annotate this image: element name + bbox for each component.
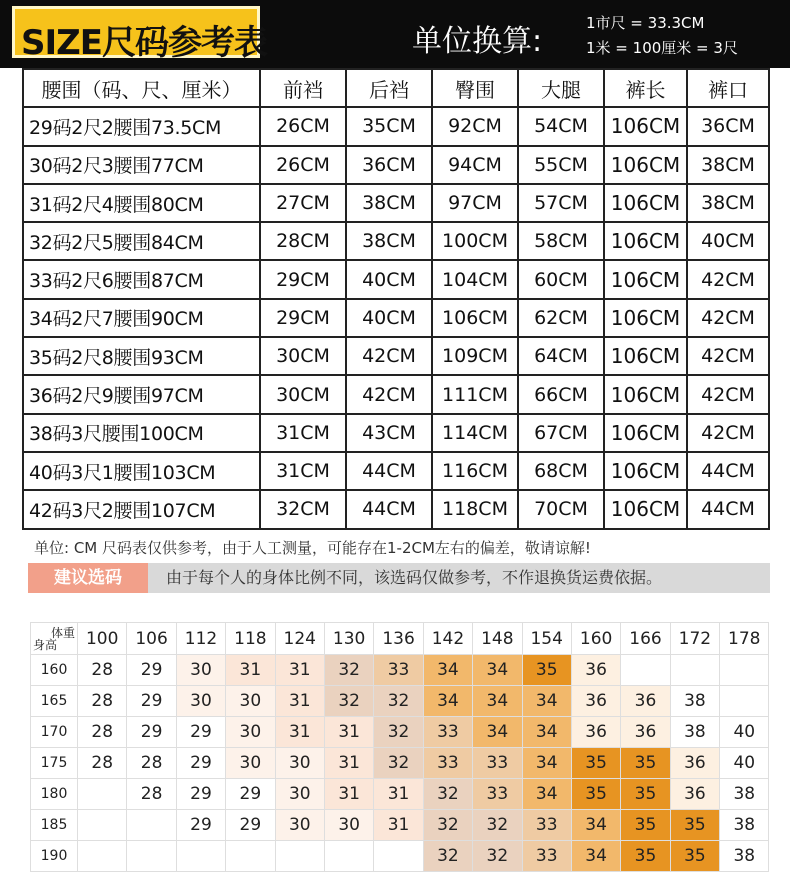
size-cell: 97CM bbox=[432, 184, 518, 222]
size-col-header: 后裆 bbox=[346, 69, 432, 107]
size-cell: 40CM bbox=[346, 299, 432, 337]
recommended-size-cell: 30 bbox=[176, 686, 225, 717]
size-cell: 29CM bbox=[260, 260, 346, 298]
size-cell: 42CM bbox=[687, 414, 769, 452]
recommended-size-cell bbox=[78, 810, 127, 841]
size-cell: 31CM bbox=[260, 414, 346, 452]
recommended-size-cell: 34 bbox=[473, 686, 522, 717]
recommended-size-cell: 28 bbox=[127, 779, 176, 810]
weight-header: 172 bbox=[670, 623, 719, 655]
weight-header: 124 bbox=[275, 623, 324, 655]
size-cell: 38CM bbox=[346, 222, 432, 260]
recommended-size-cell bbox=[127, 841, 176, 872]
recommended-size-cell: 34 bbox=[522, 717, 571, 748]
size-table bbox=[22, 68, 770, 530]
recommended-size-cell: 34 bbox=[423, 655, 472, 686]
recommended-size-cell bbox=[720, 686, 769, 717]
recommended-size-cell: 28 bbox=[78, 717, 127, 748]
recommended-size-cell: 28 bbox=[78, 748, 127, 779]
recommended-size-cell: 38 bbox=[720, 810, 769, 841]
size-cell: 106CM bbox=[604, 184, 687, 222]
recommended-size-cell: 30 bbox=[176, 655, 225, 686]
recommended-size-cell bbox=[127, 810, 176, 841]
recommended-size-cell: 34 bbox=[522, 748, 571, 779]
waist-size-cell: 29码2尺2腰围73.5CM bbox=[23, 107, 260, 145]
size-cell: 26CM bbox=[260, 146, 346, 184]
recommended-size-cell: 33 bbox=[473, 748, 522, 779]
size-row bbox=[23, 107, 769, 145]
recommended-size-cell: 32 bbox=[423, 841, 472, 872]
recommended-size-cell: 32 bbox=[473, 841, 522, 872]
size-col-header: 裤口 bbox=[687, 69, 769, 107]
size-cell: 106CM bbox=[604, 375, 687, 413]
size-cell: 70CM bbox=[518, 490, 604, 528]
size-cell: 29CM bbox=[260, 299, 346, 337]
recommended-size-cell: 34 bbox=[522, 686, 571, 717]
height-row bbox=[31, 717, 769, 748]
height-label: 170 bbox=[31, 717, 78, 748]
header-bar bbox=[0, 0, 790, 68]
recommended-size-cell: 35 bbox=[621, 841, 670, 872]
recommended-size-cell: 31 bbox=[324, 717, 373, 748]
recommended-size-cell bbox=[720, 655, 769, 686]
size-cell: 118CM bbox=[432, 490, 518, 528]
size-cell: 67CM bbox=[518, 414, 604, 452]
size-cell: 27CM bbox=[260, 184, 346, 222]
size-cell: 54CM bbox=[518, 107, 604, 145]
recommended-size-cell: 29 bbox=[127, 655, 176, 686]
size-cell: 109CM bbox=[432, 337, 518, 375]
recommended-size-cell: 33 bbox=[423, 748, 472, 779]
recommended-size-cell: 34 bbox=[473, 655, 522, 686]
weight-header: 106 bbox=[127, 623, 176, 655]
recommended-size-cell: 34 bbox=[473, 717, 522, 748]
waist-size-cell: 35码2尺8腰围93CM bbox=[23, 337, 260, 375]
height-row bbox=[31, 748, 769, 779]
recommended-size-cell bbox=[670, 655, 719, 686]
size-cell: 106CM bbox=[604, 414, 687, 452]
height-row bbox=[31, 686, 769, 717]
size-cell: 104CM bbox=[432, 260, 518, 298]
size-cell: 60CM bbox=[518, 260, 604, 298]
recommended-size-cell: 31 bbox=[324, 748, 373, 779]
size-cell: 32CM bbox=[260, 490, 346, 528]
size-col-header: 大腿 bbox=[518, 69, 604, 107]
size-row bbox=[23, 260, 769, 298]
weight-header: 160 bbox=[571, 623, 620, 655]
height-label: 180 bbox=[31, 779, 78, 810]
weight-axis-label: 体重 bbox=[50, 626, 75, 640]
size-cell: 68CM bbox=[518, 452, 604, 490]
recommended-size-cell: 31 bbox=[324, 779, 373, 810]
recommended-size-cell: 32 bbox=[374, 686, 423, 717]
size-cell: 44CM bbox=[687, 452, 769, 490]
height-label: 160 bbox=[31, 655, 78, 686]
grid-corner bbox=[31, 623, 78, 655]
recommended-size-cell: 34 bbox=[423, 686, 472, 717]
size-cell: 42CM bbox=[687, 299, 769, 337]
size-row bbox=[23, 452, 769, 490]
recommended-size-cell: 35 bbox=[621, 779, 670, 810]
recommended-size-cell: 36 bbox=[621, 686, 670, 717]
waist-size-cell: 38码3尺腰围100CM bbox=[23, 414, 260, 452]
size-cell: 100CM bbox=[432, 222, 518, 260]
recommended-size-cell: 31 bbox=[275, 717, 324, 748]
recommended-size-cell: 32 bbox=[374, 717, 423, 748]
size-cell: 44CM bbox=[346, 490, 432, 528]
unit-conversion-title: 单位换算: bbox=[412, 24, 543, 59]
recommended-size-cell: 34 bbox=[571, 841, 620, 872]
recommended-size-cell: 33 bbox=[522, 841, 571, 872]
recommended-size-cell: 36 bbox=[670, 779, 719, 810]
recommended-size-cell: 38 bbox=[720, 779, 769, 810]
recommended-size-cell bbox=[374, 841, 423, 872]
height-label: 190 bbox=[31, 841, 78, 872]
recommended-size-cell: 38 bbox=[670, 717, 719, 748]
size-cell: 40CM bbox=[346, 260, 432, 298]
recommended-size-cell: 31 bbox=[275, 686, 324, 717]
recommended-size-cell: 36 bbox=[571, 717, 620, 748]
recommended-size-cell: 35 bbox=[571, 779, 620, 810]
conversion-line-2: 1米 = 100厘米 = 3尺 bbox=[586, 39, 738, 57]
weight-header: 178 bbox=[720, 623, 769, 655]
weight-header: 130 bbox=[324, 623, 373, 655]
recommended-size-cell: 32 bbox=[374, 748, 423, 779]
recommended-size-cell: 35 bbox=[670, 841, 719, 872]
size-row bbox=[23, 375, 769, 413]
size-col-header: 裤长 bbox=[604, 69, 687, 107]
height-row bbox=[31, 841, 769, 872]
weight-header: 112 bbox=[176, 623, 225, 655]
conversion-line-1: 1市尺 = 33.3CM bbox=[586, 14, 705, 32]
recommended-size-cell: 30 bbox=[275, 748, 324, 779]
recommended-size-cell bbox=[324, 841, 373, 872]
recommended-size-cell: 32 bbox=[473, 810, 522, 841]
page-title: SIZE尺码参考表 bbox=[21, 23, 268, 63]
recommended-size-cell: 36 bbox=[571, 686, 620, 717]
recommended-size-cell: 35 bbox=[670, 810, 719, 841]
size-cell: 31CM bbox=[260, 452, 346, 490]
size-row bbox=[23, 222, 769, 260]
recommend-grid-header bbox=[31, 623, 769, 655]
recommended-size-cell: 32 bbox=[423, 779, 472, 810]
recommend-disclaimer: 由于每个人的身体比例不同，该选码仅做参考，不作退换货运费依据。 bbox=[166, 568, 663, 587]
size-cell: 66CM bbox=[518, 375, 604, 413]
recommended-size-cell: 36 bbox=[621, 717, 670, 748]
recommended-size-cell: 34 bbox=[571, 810, 620, 841]
recommended-size-cell: 29 bbox=[226, 810, 275, 841]
size-cell: 44CM bbox=[687, 490, 769, 528]
weight-header: 136 bbox=[374, 623, 423, 655]
size-cell: 106CM bbox=[604, 222, 687, 260]
height-axis-label: 身高 bbox=[33, 638, 58, 652]
recommended-size-cell: 36 bbox=[571, 655, 620, 686]
recommended-size-cell: 30 bbox=[226, 748, 275, 779]
recommended-size-cell bbox=[78, 841, 127, 872]
height-row bbox=[31, 810, 769, 841]
size-row bbox=[23, 337, 769, 375]
size-cell: 106CM bbox=[604, 299, 687, 337]
size-cell: 42CM bbox=[346, 337, 432, 375]
recommend-bar bbox=[28, 563, 770, 593]
size-cell: 30CM bbox=[260, 375, 346, 413]
size-cell: 42CM bbox=[687, 260, 769, 298]
recommended-size-cell: 29 bbox=[127, 717, 176, 748]
recommended-size-cell: 33 bbox=[374, 655, 423, 686]
recommended-size-cell: 28 bbox=[127, 748, 176, 779]
waist-size-cell: 31码2尺4腰围80CM bbox=[23, 184, 260, 222]
recommended-size-cell: 34 bbox=[522, 779, 571, 810]
height-label: 175 bbox=[31, 748, 78, 779]
recommended-size-cell bbox=[176, 841, 225, 872]
recommended-size-cell: 32 bbox=[324, 686, 373, 717]
recommended-size-cell: 31 bbox=[374, 779, 423, 810]
size-cell: 42CM bbox=[687, 375, 769, 413]
size-cell: 38CM bbox=[687, 184, 769, 222]
size-cell: 114CM bbox=[432, 414, 518, 452]
recommended-size-cell: 33 bbox=[423, 717, 472, 748]
unit-note: 单位: CM 尺码表仅供参考，由于人工测量，可能存在1-2CM左右的偏差，敬请谅解! bbox=[34, 539, 591, 557]
weight-header: 154 bbox=[522, 623, 571, 655]
weight-header: 100 bbox=[78, 623, 127, 655]
recommended-size-cell: 35 bbox=[571, 748, 620, 779]
height-row bbox=[31, 779, 769, 810]
size-cell: 57CM bbox=[518, 184, 604, 222]
recommended-size-cell: 31 bbox=[374, 810, 423, 841]
size-cell: 106CM bbox=[604, 337, 687, 375]
recommended-size-cell: 29 bbox=[176, 748, 225, 779]
size-cell: 58CM bbox=[518, 222, 604, 260]
title-badge bbox=[12, 6, 268, 63]
recommended-size-cell: 29 bbox=[176, 717, 225, 748]
size-cell: 42CM bbox=[346, 375, 432, 413]
waist-size-cell: 32码2尺5腰围84CM bbox=[23, 222, 260, 260]
recommended-size-cell bbox=[621, 655, 670, 686]
recommended-size-cell bbox=[78, 779, 127, 810]
size-cell: 64CM bbox=[518, 337, 604, 375]
recommended-size-cell: 31 bbox=[275, 655, 324, 686]
recommended-size-cell: 29 bbox=[176, 779, 225, 810]
size-cell: 38CM bbox=[346, 184, 432, 222]
size-row bbox=[23, 414, 769, 452]
size-cell: 36CM bbox=[346, 146, 432, 184]
recommended-size-cell bbox=[275, 841, 324, 872]
size-cell: 62CM bbox=[518, 299, 604, 337]
size-cell: 106CM bbox=[604, 260, 687, 298]
recommended-size-cell: 29 bbox=[176, 810, 225, 841]
recommended-size-cell: 35 bbox=[522, 655, 571, 686]
size-cell: 106CM bbox=[432, 299, 518, 337]
size-cell: 55CM bbox=[518, 146, 604, 184]
recommended-size-cell bbox=[226, 841, 275, 872]
size-cell: 38CM bbox=[687, 146, 769, 184]
weight-header: 166 bbox=[621, 623, 670, 655]
recommended-size-cell: 29 bbox=[127, 686, 176, 717]
size-cell: 44CM bbox=[346, 452, 432, 490]
size-cell: 106CM bbox=[604, 146, 687, 184]
size-col-header: 前裆 bbox=[260, 69, 346, 107]
waist-size-cell: 30码2尺3腰围77CM bbox=[23, 146, 260, 184]
recommended-size-cell: 35 bbox=[621, 748, 670, 779]
size-col-header: 臀围 bbox=[432, 69, 518, 107]
size-cell: 35CM bbox=[346, 107, 432, 145]
weight-header: 142 bbox=[423, 623, 472, 655]
size-row bbox=[23, 299, 769, 337]
recommended-size-cell: 38 bbox=[670, 686, 719, 717]
size-cell: 94CM bbox=[432, 146, 518, 184]
size-cell: 116CM bbox=[432, 452, 518, 490]
size-cell: 106CM bbox=[604, 490, 687, 528]
recommended-size-cell: 32 bbox=[324, 655, 373, 686]
size-cell: 28CM bbox=[260, 222, 346, 260]
recommended-size-cell: 32 bbox=[423, 810, 472, 841]
size-col-header: 腰围（码、尺、厘米） bbox=[23, 69, 260, 107]
recommended-size-cell: 33 bbox=[473, 779, 522, 810]
height-label: 185 bbox=[31, 810, 78, 841]
size-cell: 36CM bbox=[687, 107, 769, 145]
weight-header: 118 bbox=[226, 623, 275, 655]
recommended-size-cell: 28 bbox=[78, 686, 127, 717]
size-cell: 40CM bbox=[687, 222, 769, 260]
size-cell: 106CM bbox=[604, 107, 687, 145]
size-row bbox=[23, 490, 769, 528]
recommended-size-cell: 40 bbox=[720, 717, 769, 748]
recommended-size-cell: 31 bbox=[226, 655, 275, 686]
size-cell: 26CM bbox=[260, 107, 346, 145]
size-table-header bbox=[23, 69, 769, 107]
height-label: 165 bbox=[31, 686, 78, 717]
recommended-size-cell: 36 bbox=[670, 748, 719, 779]
waist-size-cell: 42码3尺2腰围107CM bbox=[23, 490, 260, 528]
size-cell: 42CM bbox=[687, 337, 769, 375]
size-cell: 43CM bbox=[346, 414, 432, 452]
waist-size-cell: 34码2尺7腰围90CM bbox=[23, 299, 260, 337]
recommended-size-cell: 30 bbox=[226, 686, 275, 717]
size-row bbox=[23, 184, 769, 222]
recommended-size-cell: 30 bbox=[275, 810, 324, 841]
recommended-size-cell: 38 bbox=[720, 841, 769, 872]
waist-size-cell: 33码2尺6腰围87CM bbox=[23, 260, 260, 298]
recommended-size-cell: 28 bbox=[78, 655, 127, 686]
weight-header: 148 bbox=[473, 623, 522, 655]
recommended-size-cell: 30 bbox=[324, 810, 373, 841]
recommended-size-cell: 40 bbox=[720, 748, 769, 779]
size-cell: 106CM bbox=[604, 452, 687, 490]
recommend-label: 建议选码 bbox=[28, 563, 148, 593]
recommended-size-cell: 35 bbox=[621, 810, 670, 841]
recommended-size-cell: 33 bbox=[522, 810, 571, 841]
size-cell: 30CM bbox=[260, 337, 346, 375]
height-row bbox=[31, 655, 769, 686]
recommend-grid bbox=[30, 622, 769, 872]
recommended-size-cell: 30 bbox=[275, 779, 324, 810]
size-cell: 92CM bbox=[432, 107, 518, 145]
recommended-size-cell: 30 bbox=[226, 717, 275, 748]
waist-size-cell: 36码2尺9腰围97CM bbox=[23, 375, 260, 413]
size-row bbox=[23, 146, 769, 184]
size-cell: 111CM bbox=[432, 375, 518, 413]
recommended-size-cell: 29 bbox=[226, 779, 275, 810]
waist-size-cell: 40码3尺1腰围103CM bbox=[23, 452, 260, 490]
